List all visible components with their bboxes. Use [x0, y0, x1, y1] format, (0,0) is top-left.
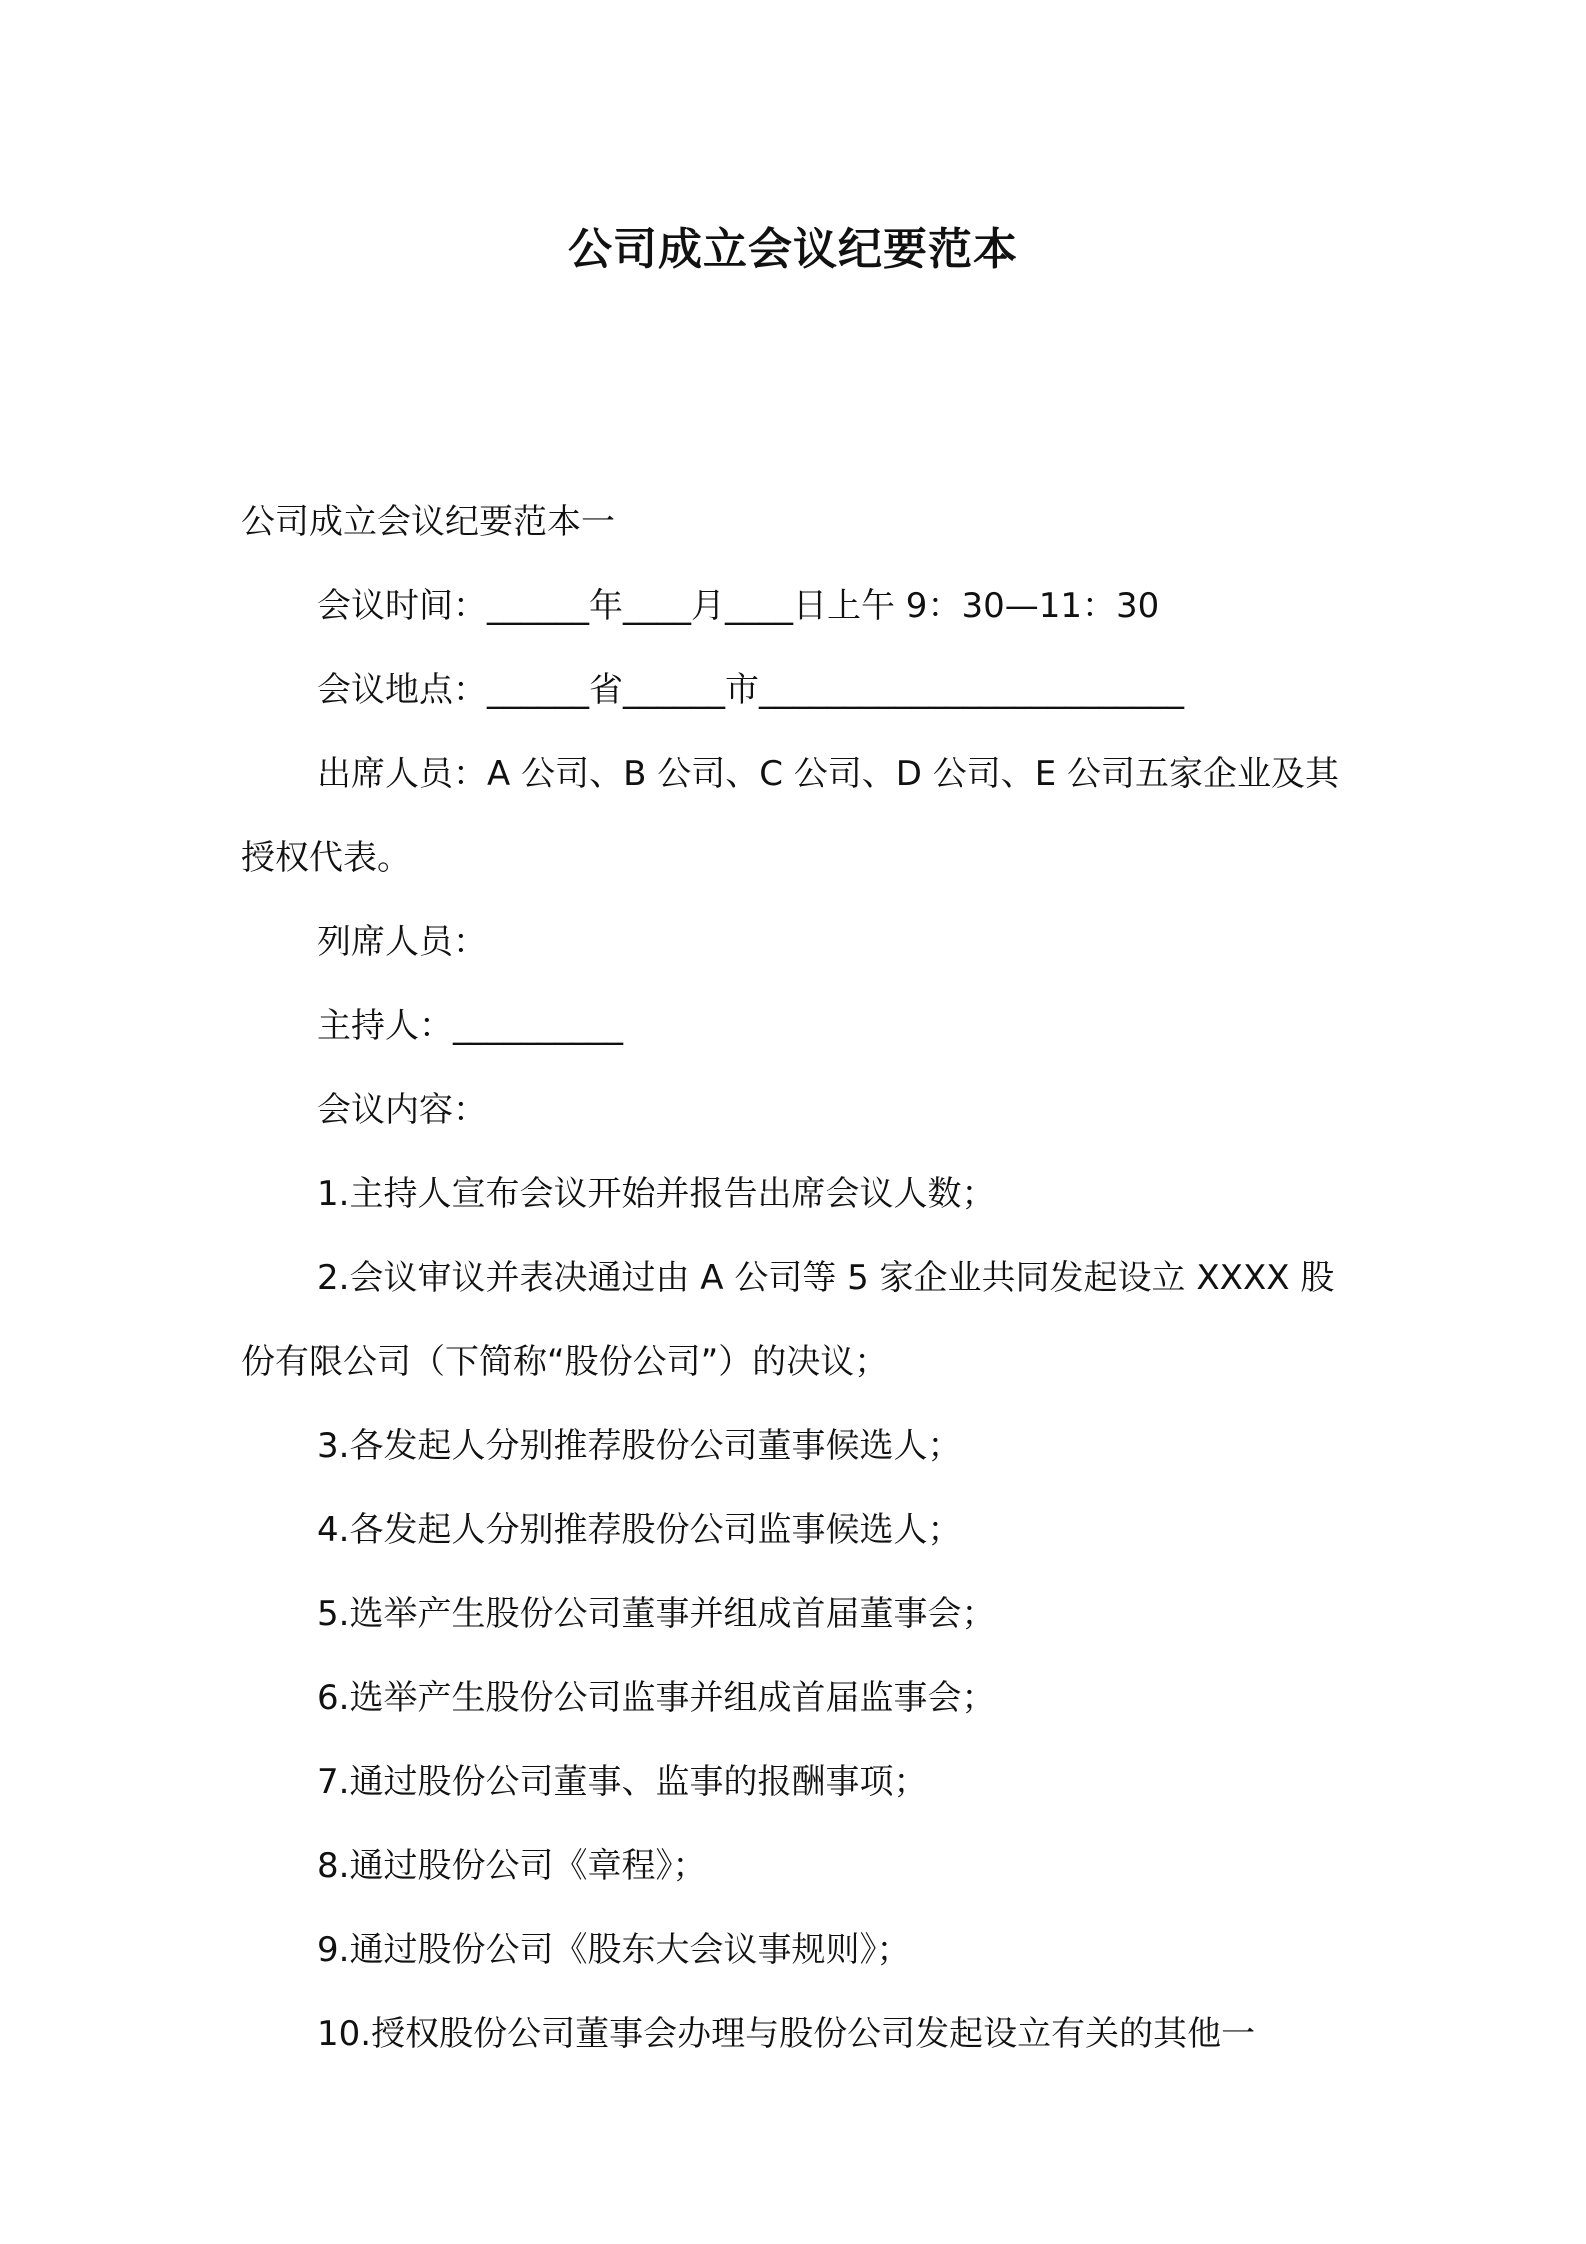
agenda-item-6: 6.选举产生股份公司监事并组成首届监事会；	[317, 1678, 996, 1718]
agenda-item-2: 2.会议审议并表决通过由 A 公司等 5 家企业共同发起设立 XXXX 股份有限公司（下简称“股份公司”）的决议；	[241, 1258, 1335, 1382]
agenda-item-1: 1.主持人宣布会议开始并报告出席会议人数；	[317, 1174, 996, 1214]
agenda-item-4: 4.各发起人分别推荐股份公司监事候选人；	[317, 1510, 962, 1550]
host: 主持人：__________	[317, 1006, 623, 1046]
observers: 列席人员：	[317, 922, 487, 962]
agenda-item-10: 10.授权股份公司董事会办理与股份公司发起设立有关的其他一	[317, 2014, 1256, 2054]
agenda-item-3: 3.各发起人分别推荐股份公司董事候选人；	[317, 1426, 962, 1466]
document-body	[241, 480, 1351, 2076]
document-title: 公司成立会议纪要范本	[568, 224, 1018, 275]
meeting-content-heading: 会议内容：	[317, 1090, 487, 1130]
agenda-item-5: 5.选举产生股份公司董事并组成首届董事会；	[317, 1594, 996, 1634]
agenda-item-9: 9.通过股份公司《股东大会议事规则》；	[317, 1930, 911, 1970]
attendees: 出席人员：A 公司、B 公司、C 公司、D 公司、E 公司五家企业及其授权代表。	[241, 754, 1340, 878]
section-heading: 公司成立会议纪要范本一	[241, 502, 615, 542]
meeting-location: 会议地点：______省______市_________________________	[317, 670, 1184, 710]
meeting-time: 会议时间：______年____月____日上午 9：30—11：30	[317, 586, 1160, 626]
agenda-item-8: 8.通过股份公司《章程》；	[317, 1846, 707, 1886]
agenda-item-7: 7.通过股份公司董事、监事的报酬事项；	[317, 1762, 928, 1802]
